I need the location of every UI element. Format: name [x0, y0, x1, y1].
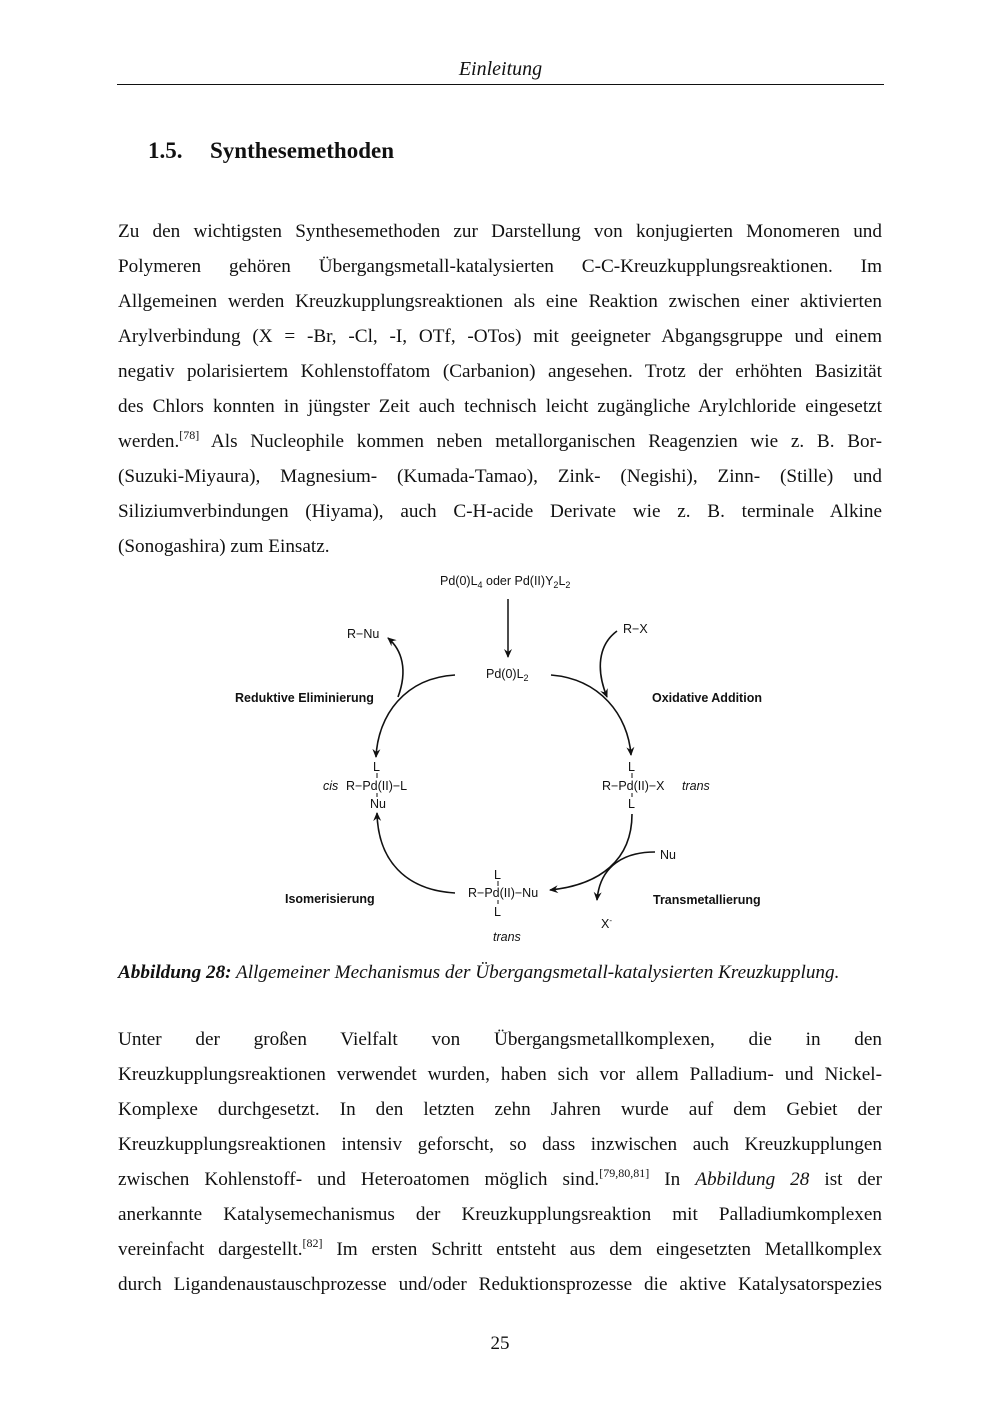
substrate-addition-arrow: [600, 631, 617, 697]
text-line: (Suzuki-Miyaura), Magnesium- (Kumada-Tamao), Zink- (Negishi), Zinn- (Stille) und: [118, 466, 882, 487]
caption-text: Allgemeiner Mechanismus der Übergangsmetall-katalysierten Kreuzkupplung.: [231, 962, 840, 983]
ligand-top: L: [628, 760, 635, 774]
complex-cis: [323, 760, 407, 811]
citation-ref: [82]: [302, 1236, 323, 1250]
text-fragment: Im ersten Schritt entsteht aus dem eingesetzten Metallkomplex: [322, 1239, 883, 1260]
complex-row: R−Pd(II)−L: [346, 779, 408, 793]
complex-stereo-label: trans: [682, 779, 710, 793]
section-number: 1.5.: [148, 138, 183, 163]
text-line: Unter der großen Vielfalt von Übergangsmetallkomplexen, die in den: [118, 1029, 882, 1050]
ligand-bottom: L: [628, 797, 635, 811]
ligand-bottom: L: [494, 905, 501, 919]
complex-oxidative-addition: [602, 760, 710, 811]
text-line: [118, 1162, 882, 1197]
figure-caption: [118, 962, 882, 984]
text-line: Allgemeinen werden Kreuzkupplungsreaktionen als eine Reaktion zwischen einer aktivierten: [118, 291, 882, 312]
product-release-arrow: [388, 638, 403, 697]
text-line: Kreuzkupplungsreaktionen intensiv geforscht, so dass inzwischen auch Kreuzkupplungen: [118, 1134, 882, 1155]
paragraph-1: [118, 214, 882, 564]
page-number: 25: [490, 1333, 510, 1354]
complex-transmetalation: [468, 868, 538, 944]
text-line: Siliziumverbindungen (Hiyama), auch C-H-acide Derivate wie z. B. terminale Alkine: [118, 501, 882, 522]
text-line: Komplexe durchgesetzt. In den letzten zehn Jahren wurde auf dem Gebiet der: [118, 1099, 882, 1120]
text-line: negativ polarisiertem Kohlenstoffatom (Carbanion) angesehen. Trotz der erhöhten Basizität: [118, 361, 882, 382]
text-line: [118, 424, 882, 459]
complex-stereo-label: trans: [493, 930, 521, 944]
citation-ref: [79,80,81]: [599, 1166, 650, 1180]
text-line: [118, 1232, 882, 1267]
cycle-arc-isomerization: [377, 813, 455, 893]
substrate-label: R−X: [623, 622, 648, 636]
ligand-bottom: Nu: [370, 797, 386, 811]
step-isomerization: Isomerisierung: [285, 892, 375, 906]
text-line: Kreuzkupplungsreaktionen verwendet wurden, haben sich vor allem Palladium- und Nickel-: [118, 1064, 882, 1085]
cycle-arc-oxidative: [551, 675, 631, 755]
complex-stereo-label: cis: [323, 779, 339, 793]
leaving-group-label: X-: [601, 916, 613, 931]
step-transmetalation: Transmetallierung: [653, 893, 761, 907]
complex-row: R−Pd(II)−X: [602, 779, 665, 793]
text-line: anerkannte Katalysemechanismus der Kreuzkupplungsreaktion mit Palladiumkomplexen: [118, 1204, 882, 1225]
section-title: Synthesemethoden: [210, 138, 395, 163]
cycle-arc-transmetalation: [550, 814, 632, 890]
nucleophile-label: Nu: [660, 848, 676, 862]
running-header: Einleitung: [458, 58, 543, 80]
ligand-top: L: [373, 760, 380, 774]
text-line: durch Ligandenaustauschprozesse und/oder Reduktionsprozesse die aktive Katalysatorspezies: [118, 1274, 882, 1295]
text-fragment: vereinfacht dargestellt.: [118, 1239, 303, 1260]
text-line: des Chlors konnten in jüngster Zeit auch technisch leicht zugängliche Arylchloride eingesetzt: [118, 396, 882, 417]
text-fragment: Als Nucleophile kommen neben metallorganischen Reagenzien wie z. B. Bor-: [199, 431, 882, 452]
text-fragment: ist der: [809, 1169, 883, 1190]
caption-label: Abbildung 28:: [118, 962, 232, 983]
text-line: Arylverbindung (X = -Br, -Cl, -I, OTf, -OTos) mit geeigneter Abgangsgruppe und einem: [118, 326, 882, 347]
nucleophile-exchange-arrow: [597, 852, 655, 900]
text-fragment: In: [649, 1169, 696, 1190]
cycle-arc-reductive: [376, 675, 455, 757]
text-fragment: zwischen Kohlenstoff- und Heteroatomen möglich sind.: [118, 1169, 600, 1190]
catalyst-label: $Pd(0)L_2$: [486, 667, 529, 683]
text-line: Polymeren gehören Übergangsmetall-katalysierten C-C-Kreuzkupplungsreaktionen. Im: [118, 256, 882, 277]
text-fragment: werden.: [118, 431, 180, 452]
catalytic-cycle-diagram: [0, 560, 1000, 960]
text-line: (Sonogashira) zum Einsatz.: [118, 536, 330, 557]
complex-row: R−Pd(II)−Nu: [468, 886, 539, 900]
figure-reference: Abbildung 28: [695, 1169, 810, 1190]
section-heading: [148, 138, 394, 164]
precursor-label: $Pd(0)L_4$ oder $Pd(II)Y_2L_2$: [440, 574, 571, 590]
step-reductive-elimination: Reduktive Eliminierung: [235, 691, 374, 705]
product-label: R−Nu: [347, 627, 380, 641]
ligand-top: L: [494, 868, 501, 882]
header-rule: [117, 84, 884, 85]
citation-ref: [78]: [179, 428, 200, 442]
paragraph-2: [118, 1022, 882, 1302]
step-oxidative-addition: Oxidative Addition: [652, 691, 762, 705]
text-line: Zu den wichtigsten Synthesemethoden zur Darstellung von konjugierten Monomeren und: [118, 221, 882, 242]
